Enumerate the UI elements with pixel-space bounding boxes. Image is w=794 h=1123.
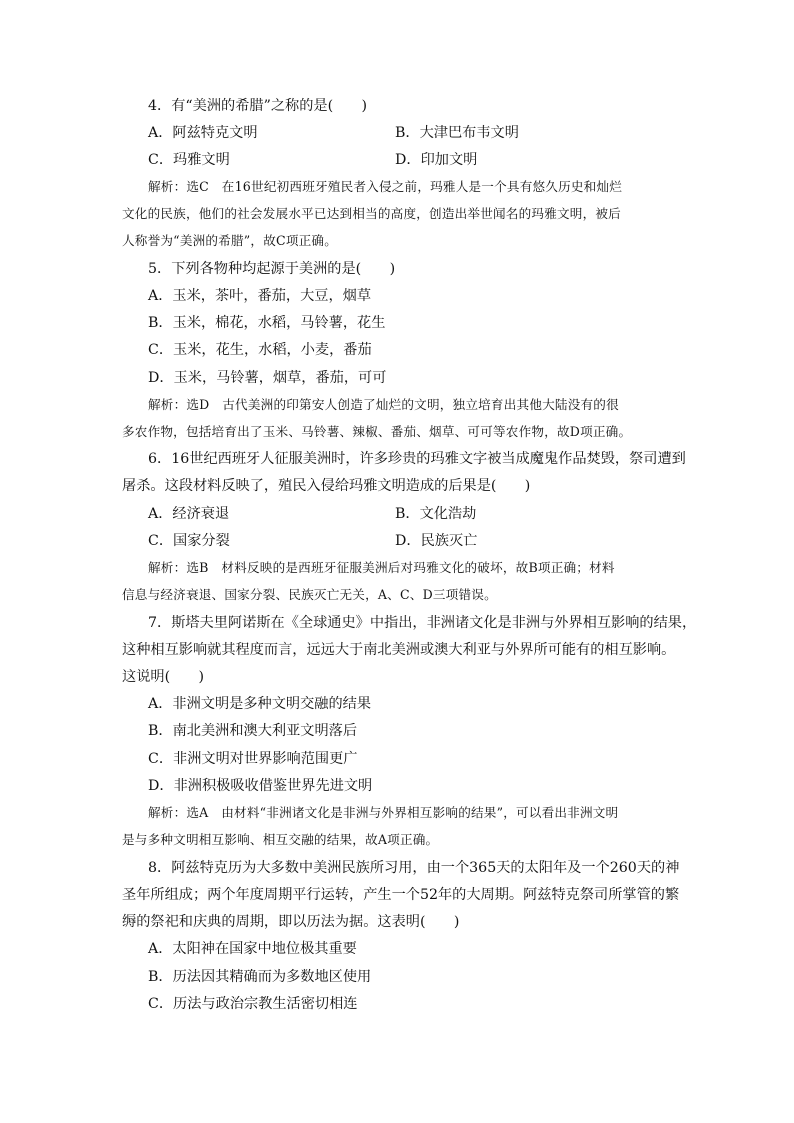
- question-4-explanation-line: 解析：选C 在16世纪初西班牙殖民者入侵之前，玛雅人是一个具有悠久历史和灿烂: [148, 179, 623, 194]
- question-8-stem-line: 8．阿兹特克历为大多数中美洲民族所习用，由一个365天的太阳年及一个260天的神: [148, 860, 680, 876]
- question-4-explanation-line: 人称誉为“美洲的希腊”，故C项正确。: [122, 233, 338, 248]
- question-8-stem-line: 缛的祭祀和庆典的周期，即以历法为据。这表明( ): [122, 914, 460, 930]
- question-6-stem-line: 6．16世纪西班牙人征服美洲时，许多珍贵的玛雅文字被当成魔鬼作品焚毁，祭司遭到: [148, 451, 686, 467]
- question-6-option-a: A．经济衰退: [148, 506, 230, 522]
- question-6-explanation-line: 信息与经济衰退、国家分裂、民族灭亡无关，A、C、D三项错误。: [122, 587, 497, 602]
- question-4-explanation-line: 文化的民族，他们的社会发展水平已达到相当的高度，创造出举世闻名的玛雅文明，被后: [122, 206, 621, 221]
- question-7-stem-line: 这种相互影响就其程度而言，远远大于南北美洲或澳大利亚与外界所可能有的相互影响。: [122, 642, 676, 658]
- question-8-option-b: B．历法因其精确而为多数地区使用: [148, 969, 372, 985]
- question-4-option-b: B．大津巴布韦文明: [395, 125, 519, 141]
- question-8-stem-line: 圣年所组成；两个年度周期平行运转，产生一个52年的大周期。阿兹特克祭司所掌管的繁: [122, 887, 680, 903]
- question-4-option-c: C．玛雅文明: [148, 152, 230, 168]
- question-7-option-a: A．非洲文明是多种文明交融的结果: [148, 696, 372, 712]
- question-8-option-c: C．历法与政治宗教生活密切相连: [148, 996, 358, 1012]
- question-7-stem-line: 这说明( ): [122, 669, 205, 685]
- question-4-option-a: A．阿兹特克文明: [148, 125, 258, 141]
- question-6-option-c: C．国家分裂: [148, 533, 230, 549]
- question-7-option-c: C．非洲文明对世界影响范围更广: [148, 751, 358, 767]
- question-7-explanation-line: 解析：选A 由材料“非洲诸文化是非洲与外界相互影响的结果”，可以看出非洲文明: [148, 805, 619, 820]
- question-5-stem: 5．下列各物种均起源于美洲的是( ): [148, 261, 396, 277]
- question-5-option-a: A．玉米，茶叶，番茄，大豆，烟草: [148, 288, 372, 304]
- question-5-option-b: B．玉米，棉花，水稻，马铃薯，花生: [148, 315, 386, 331]
- question-7-stem-line: 7．斯塔夫里阿诺斯在《全球通史》中指出，非洲诸文化是非洲与外界相互影响的结果，: [148, 615, 697, 631]
- question-5-explanation-line: 多农作物，包括培育出了玉米、马铃薯、辣椒、番茄、烟草、可可等农作物，故D项正确。: [122, 424, 632, 439]
- question-8-option-a: A．太阳神在国家中地位极其重要: [148, 941, 357, 957]
- question-4-stem: 4．有“美洲的希腊”之称的是( ): [148, 98, 368, 114]
- question-6-option-d: D．民族灭亡: [395, 533, 478, 549]
- question-6-explanation-line: 解析：选B 材料反映的是西班牙征服美洲后对玛雅文化的破坏，故B项正确；材料: [148, 560, 615, 575]
- question-6-stem-line: 屠杀。这段材料反映了，殖民入侵给玛雅文明造成的后果是( ): [122, 478, 531, 494]
- question-7-explanation-line: 是与多种文明相互影响、相互交融的结果，故A项正确。: [122, 832, 439, 847]
- question-5-option-c: C．玉米，花生，水稻，小麦，番茄: [148, 342, 372, 358]
- question-7-option-b: B．南北美洲和澳大利亚文明落后: [148, 723, 358, 739]
- question-7-option-d: D．非洲积极吸收借鉴世界先进文明: [148, 778, 373, 794]
- question-5-explanation-line: 解析：选D 古代美洲的印第安人创造了灿烂的文明，独立培育出其他大陆没有的很: [148, 397, 619, 412]
- question-6-option-b: B．文化浩劫: [395, 506, 477, 522]
- question-5-option-d: D．玉米，马铃薯，烟草，番茄，可可: [148, 370, 387, 386]
- question-4-option-d: D．印加文明: [395, 152, 478, 168]
